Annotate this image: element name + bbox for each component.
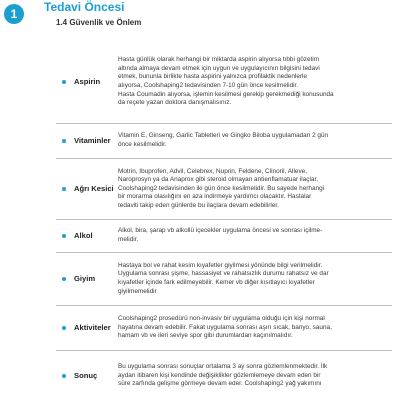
- row-divider: [56, 219, 392, 220]
- description-line: Vitamin E, Ginseng, Garlic Tabletleri ve Gingko Biloba uygulamadan 2 gün: [118, 132, 329, 140]
- table-row: [0, 221, 400, 251]
- description-line: kıyafetler içinde fark edilmeyebilir. Kemer vb diğer kısıtlayıcı kıyafetler: [118, 278, 315, 286]
- description-line: hamam vb ve ileri seviye spor gibi durumlardan kaçınılmalıdır.: [118, 332, 293, 340]
- description-line: etmek, bununla birlikte hasta aspirini yalnızca profilaktik nedenlerle: [118, 73, 307, 81]
- description-line: Motrin, Ibuprofen, Advil, Celebrex, Nuprin, Feldene, Clinoril, Alleve,: [118, 167, 307, 175]
- bullet-icon: [62, 139, 66, 143]
- description-line: tedaviti takip eden günlerde bu ilaçlara devam edebilirler.: [118, 201, 279, 209]
- bullet-icon: [62, 234, 66, 238]
- row-label: Vitaminler: [74, 136, 111, 145]
- description-line: Hastaya bol ve rahat kesim kıyafetler giyilmesi yönünde bilgi verilmelidir.: [118, 261, 323, 269]
- row-description: [118, 132, 398, 149]
- step-number-badge: 1: [4, 4, 24, 24]
- table-row: [0, 42, 400, 122]
- row-label: Giyim: [74, 274, 96, 283]
- row-description: [118, 168, 398, 211]
- bullet-icon: [62, 187, 66, 191]
- description-line: Coolshaping2 prosedürü non-invasiv bir uygulama olduğu için kişi normal: [118, 315, 325, 323]
- row-description: [118, 227, 398, 244]
- description-line: Bu uygulama sonrası sonuçlar ortalama 3 ay sonra gözlemlenmektedir. İlk: [118, 363, 328, 371]
- bullet-icon: [62, 374, 66, 378]
- page-title: Tedavi Öncesi: [44, 0, 125, 14]
- row-description: [118, 56, 398, 108]
- table-row: [0, 254, 400, 304]
- description-line: Hasta günlük olarak herhangi bir miktarda aspirin alıyorsa tıbbi gözetim: [118, 56, 320, 64]
- description-line: melidir.: [118, 235, 139, 243]
- table-row: [0, 307, 400, 349]
- row-divider: [56, 123, 392, 124]
- table-row: [0, 352, 400, 400]
- row-label: Aspirin: [74, 77, 101, 86]
- description-line: hayatına devam edebilir. Fakat uygulama sonrası aşırı sıcak, banyo, sauna,: [118, 323, 332, 331]
- row-description: [118, 363, 398, 389]
- row-label: Sonuç: [74, 371, 98, 380]
- section-title: 1.4 Güvenlik ve Önlem: [56, 18, 142, 27]
- row-divider: [56, 350, 392, 351]
- description-line: Naroprosyn ya da Anaprox gibi steroid olmayan antienflamatuar ilaçlar,: [118, 176, 318, 184]
- description-line: da reçete yazan doktora danışmalısınız.: [118, 99, 232, 107]
- description-line: Alkol, bira, şarap vb alkollü içecekler uygulama öncesi ve sonrası içilme-: [118, 227, 323, 235]
- row-divider: [56, 252, 392, 253]
- table-row: [0, 125, 400, 157]
- row-label: Alkol: [74, 231, 93, 240]
- description-line: bir morarma olasılığını en aza indirmeye yardımcı olacaktır. Hastalar: [118, 193, 312, 201]
- bullet-icon: [62, 80, 66, 84]
- description-line: Coolshaping2 tedavisinden iki gün önce kesilmelidir. Bu sayede herhangi: [118, 184, 325, 192]
- row-divider: [56, 305, 392, 306]
- description-line: Hasta Coumadin alıyorsa, işlemin kesilmesi gerekip gerekmediği konusunda: [118, 90, 334, 98]
- description-line: Uygulama sonrası şişme, hassasiyet ve rahatsızlık durumu rahatsız ve dar: [118, 270, 329, 278]
- row-divider: [56, 158, 392, 159]
- description-line: önce kesilmelidir.: [118, 140, 167, 148]
- row-description: [118, 315, 398, 341]
- table-row: [0, 160, 400, 218]
- row-label: Aktiviteler: [74, 323, 111, 332]
- description-line: giyilmemelidir: [118, 287, 157, 295]
- description-line: altında almaya devam etmek için uygun ve uygulayıcının bilgisini tedavi: [118, 64, 320, 72]
- description-line: aydan itibaren kişi kendinde değişiklikler gözlemlemeye devam eden bir: [118, 371, 321, 379]
- bullet-icon: [62, 326, 66, 330]
- description-line: süre zarfında gelişme görmeye devam eder. Coolshaping2 yağ yakımını: [118, 380, 322, 388]
- description-line: alıyorsa, Coolshaping2 tedavisinden 7-10 gün önce kesilmelidir.: [118, 81, 299, 89]
- row-label: Ağrı Kesici: [74, 184, 114, 193]
- bullet-icon: [62, 277, 66, 281]
- row-description: [118, 262, 398, 296]
